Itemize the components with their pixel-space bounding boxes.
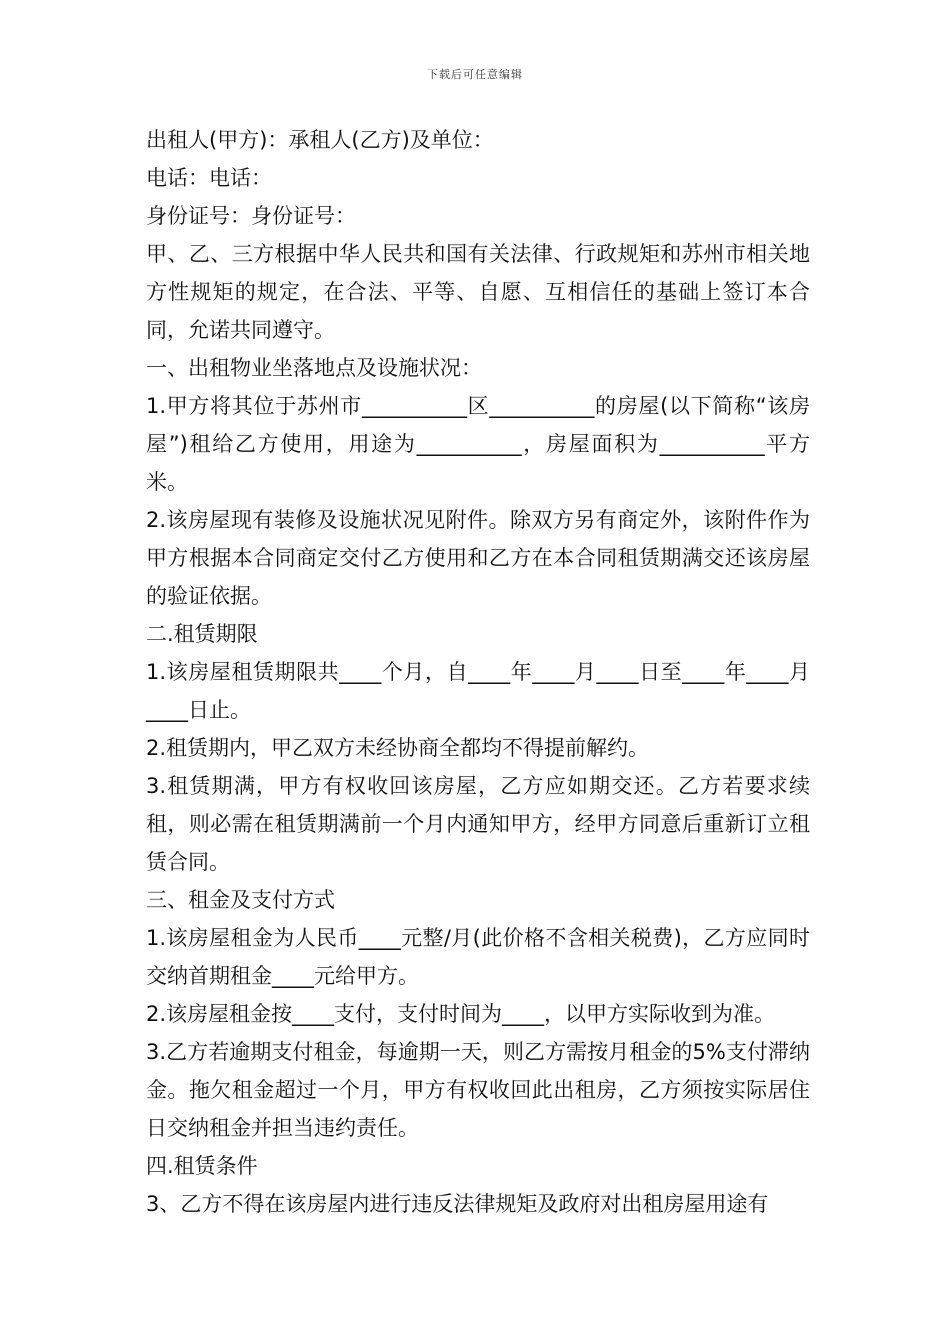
clause-paragraph: 3.租赁期满，甲方有权收回该房屋，乙方应如期交还。乙方若要求续租，则必需在租赁期满前一个月内通知甲方，经甲方同意后重新订立租赁合同。 [146, 774, 810, 874]
page-header: 下载后可任意编辑 [427, 68, 523, 81]
clause-paragraph: 3、乙方不得在该房屋内进行违反法律规矩及政府对出租房屋用途有 [146, 1192, 769, 1216]
section-heading: 二.租赁期限 [146, 622, 258, 646]
id-number-line: 身份证号：身份证号： [146, 204, 356, 228]
clause-paragraph: 2.该房屋租金按____支付，支付时间为____，以甲方实际收到为准。 [146, 1002, 776, 1026]
document-body [146, 121, 810, 1223]
clause-paragraph: 1.该房屋租金为人民币____元整/月(此价格不含相关税费)，乙方应同时交纳首期租金____元给甲方。 [146, 926, 810, 988]
clause-paragraph: 1.甲方将其位于苏州市__________区__________的房屋(以下简称“该房屋”)租给乙方使用，用途为__________，房屋面积为__________平方米。 [146, 394, 810, 494]
section-heading: 四.租赁条件 [146, 1154, 258, 1178]
preamble-paragraph: 甲、乙、三方根据中华人民共和国有关法律、行政规矩和苏州市相关地方性规矩的规定，在合法、平等、自愿、互相信任的基础上签订本合同，允诺共同遵守。 [146, 242, 810, 342]
section-heading: 三、租金及支付方式 [146, 888, 335, 912]
clause-paragraph: 2.该房屋现有装修及设施状况见附件。除双方另有商定外，该附件作为甲方根据本合同商定交付乙方使用和乙方在本合同租赁期满交还该房屋的验证依据。 [146, 508, 810, 608]
section-heading: 一、出租物业坐落地点及设施状况： [146, 356, 482, 380]
clause-paragraph: 2.租赁期内，甲乙双方未经协商全都均不得提前解约。 [146, 736, 650, 760]
party-line: 出租人(甲方)：承租人(乙方)及单位： [146, 128, 494, 152]
clause-paragraph: 3.乙方若逾期支付租金，每逾期一天，则乙方需按月租金的5%支付滞纳金。拖欠租金超过一个月，甲方有权收回此出租房，乙方须按实际居住日交纳租金并担当违约责任。 [146, 1040, 810, 1140]
phone-line: 电话：电话： [146, 166, 272, 190]
clause-paragraph: 1.该房屋租赁期限共____个月，自____年____月____日至____年____月____日止。 [146, 660, 810, 722]
